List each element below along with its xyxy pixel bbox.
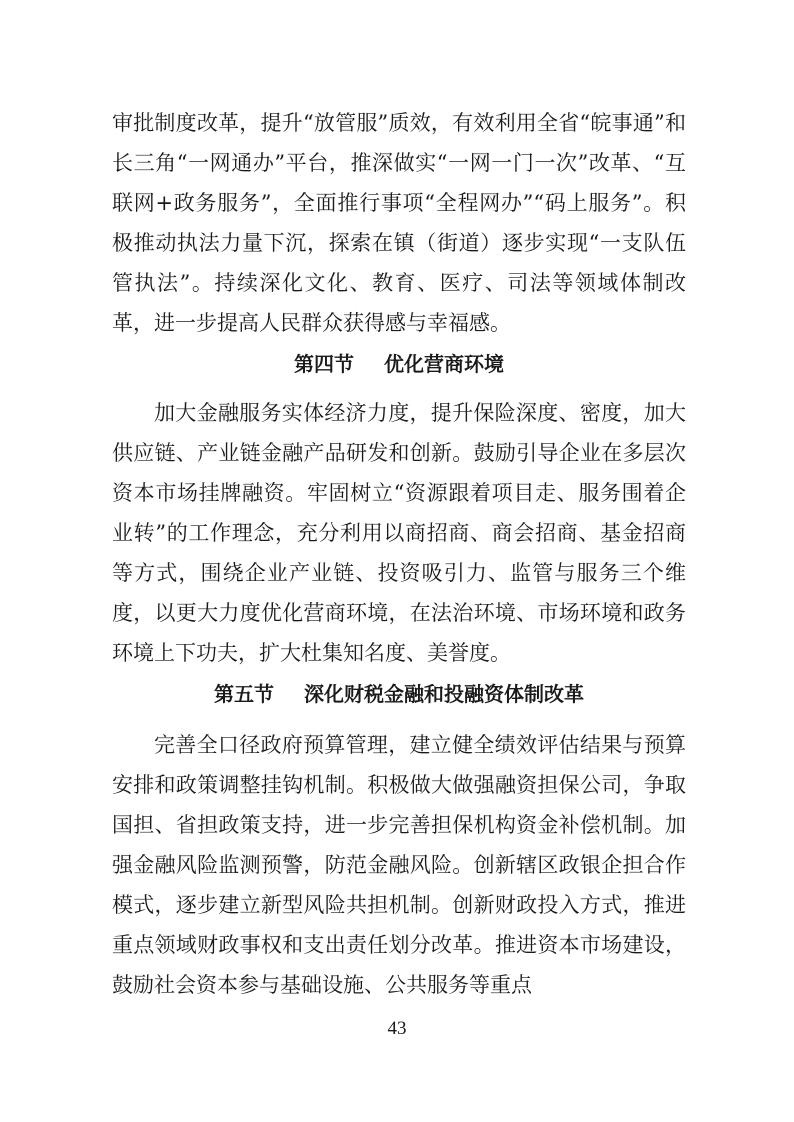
paragraph-1: 审批制度改革，提升“放管服”质效，有效利用全省“皖事通”和长三角“一网通办”平台，推深做实“一网一门一次”改革、“互联网+政务服务”，全面推行事项“全程网办”“码上服务”。积极推动执法力量下沉，探索在镇（街道）逐步实现“一支队伍管执法”。持续深化文化、教育、医疗、司法等领域体制改革，进一步提高人民群众获得感与幸福感。 <box>112 111 686 335</box>
section-number: 第五节 <box>214 682 274 706</box>
section-heading-5 <box>112 674 686 714</box>
paragraph-2: 加大金融服务实体经济力度，提升保险深度、密度，加大供应链、产业链金融产品研发和创新。鼓励引导企业在多层次资本市场挂牌融资。牢固树立“资源跟着项目走、服务围着企业转”的工作理念，充分利用以商招商、商会招商、基金招商等方式，围绕企业产业链、投资吸引力、监管与服务三个维度，以更大力度优化营商环境，在法治环境、市场环境和政务环境上下功夫，扩大杜集知名度、美誉度。 <box>112 401 686 665</box>
section-title: 优化营商环境 <box>384 352 504 376</box>
paragraph-3: 完善全口径政府预算管理，建立健全绩效评估结果与预算安排和政策调整挂钩机制。积极做大做强融资担保公司，争取国担、省担政策支持，进一步完善担保机构资金补偿机制。加强金融风险监测预警，防范金融风险。创新辖区政银企担合作模式，逐步建立新型风险共担机制。创新财政投入方式，推进重点领域财政事权和支出责任划分改革。推进资本市场建设，鼓励社会资本参与基础设施、公共服务等重点 <box>112 733 686 997</box>
section-title: 深化财税金融和投融资体制改革 <box>304 682 584 706</box>
section-heading-4 <box>112 344 686 384</box>
page-number: 43 <box>387 1018 407 1039</box>
section-number: 第四节 <box>294 352 354 376</box>
